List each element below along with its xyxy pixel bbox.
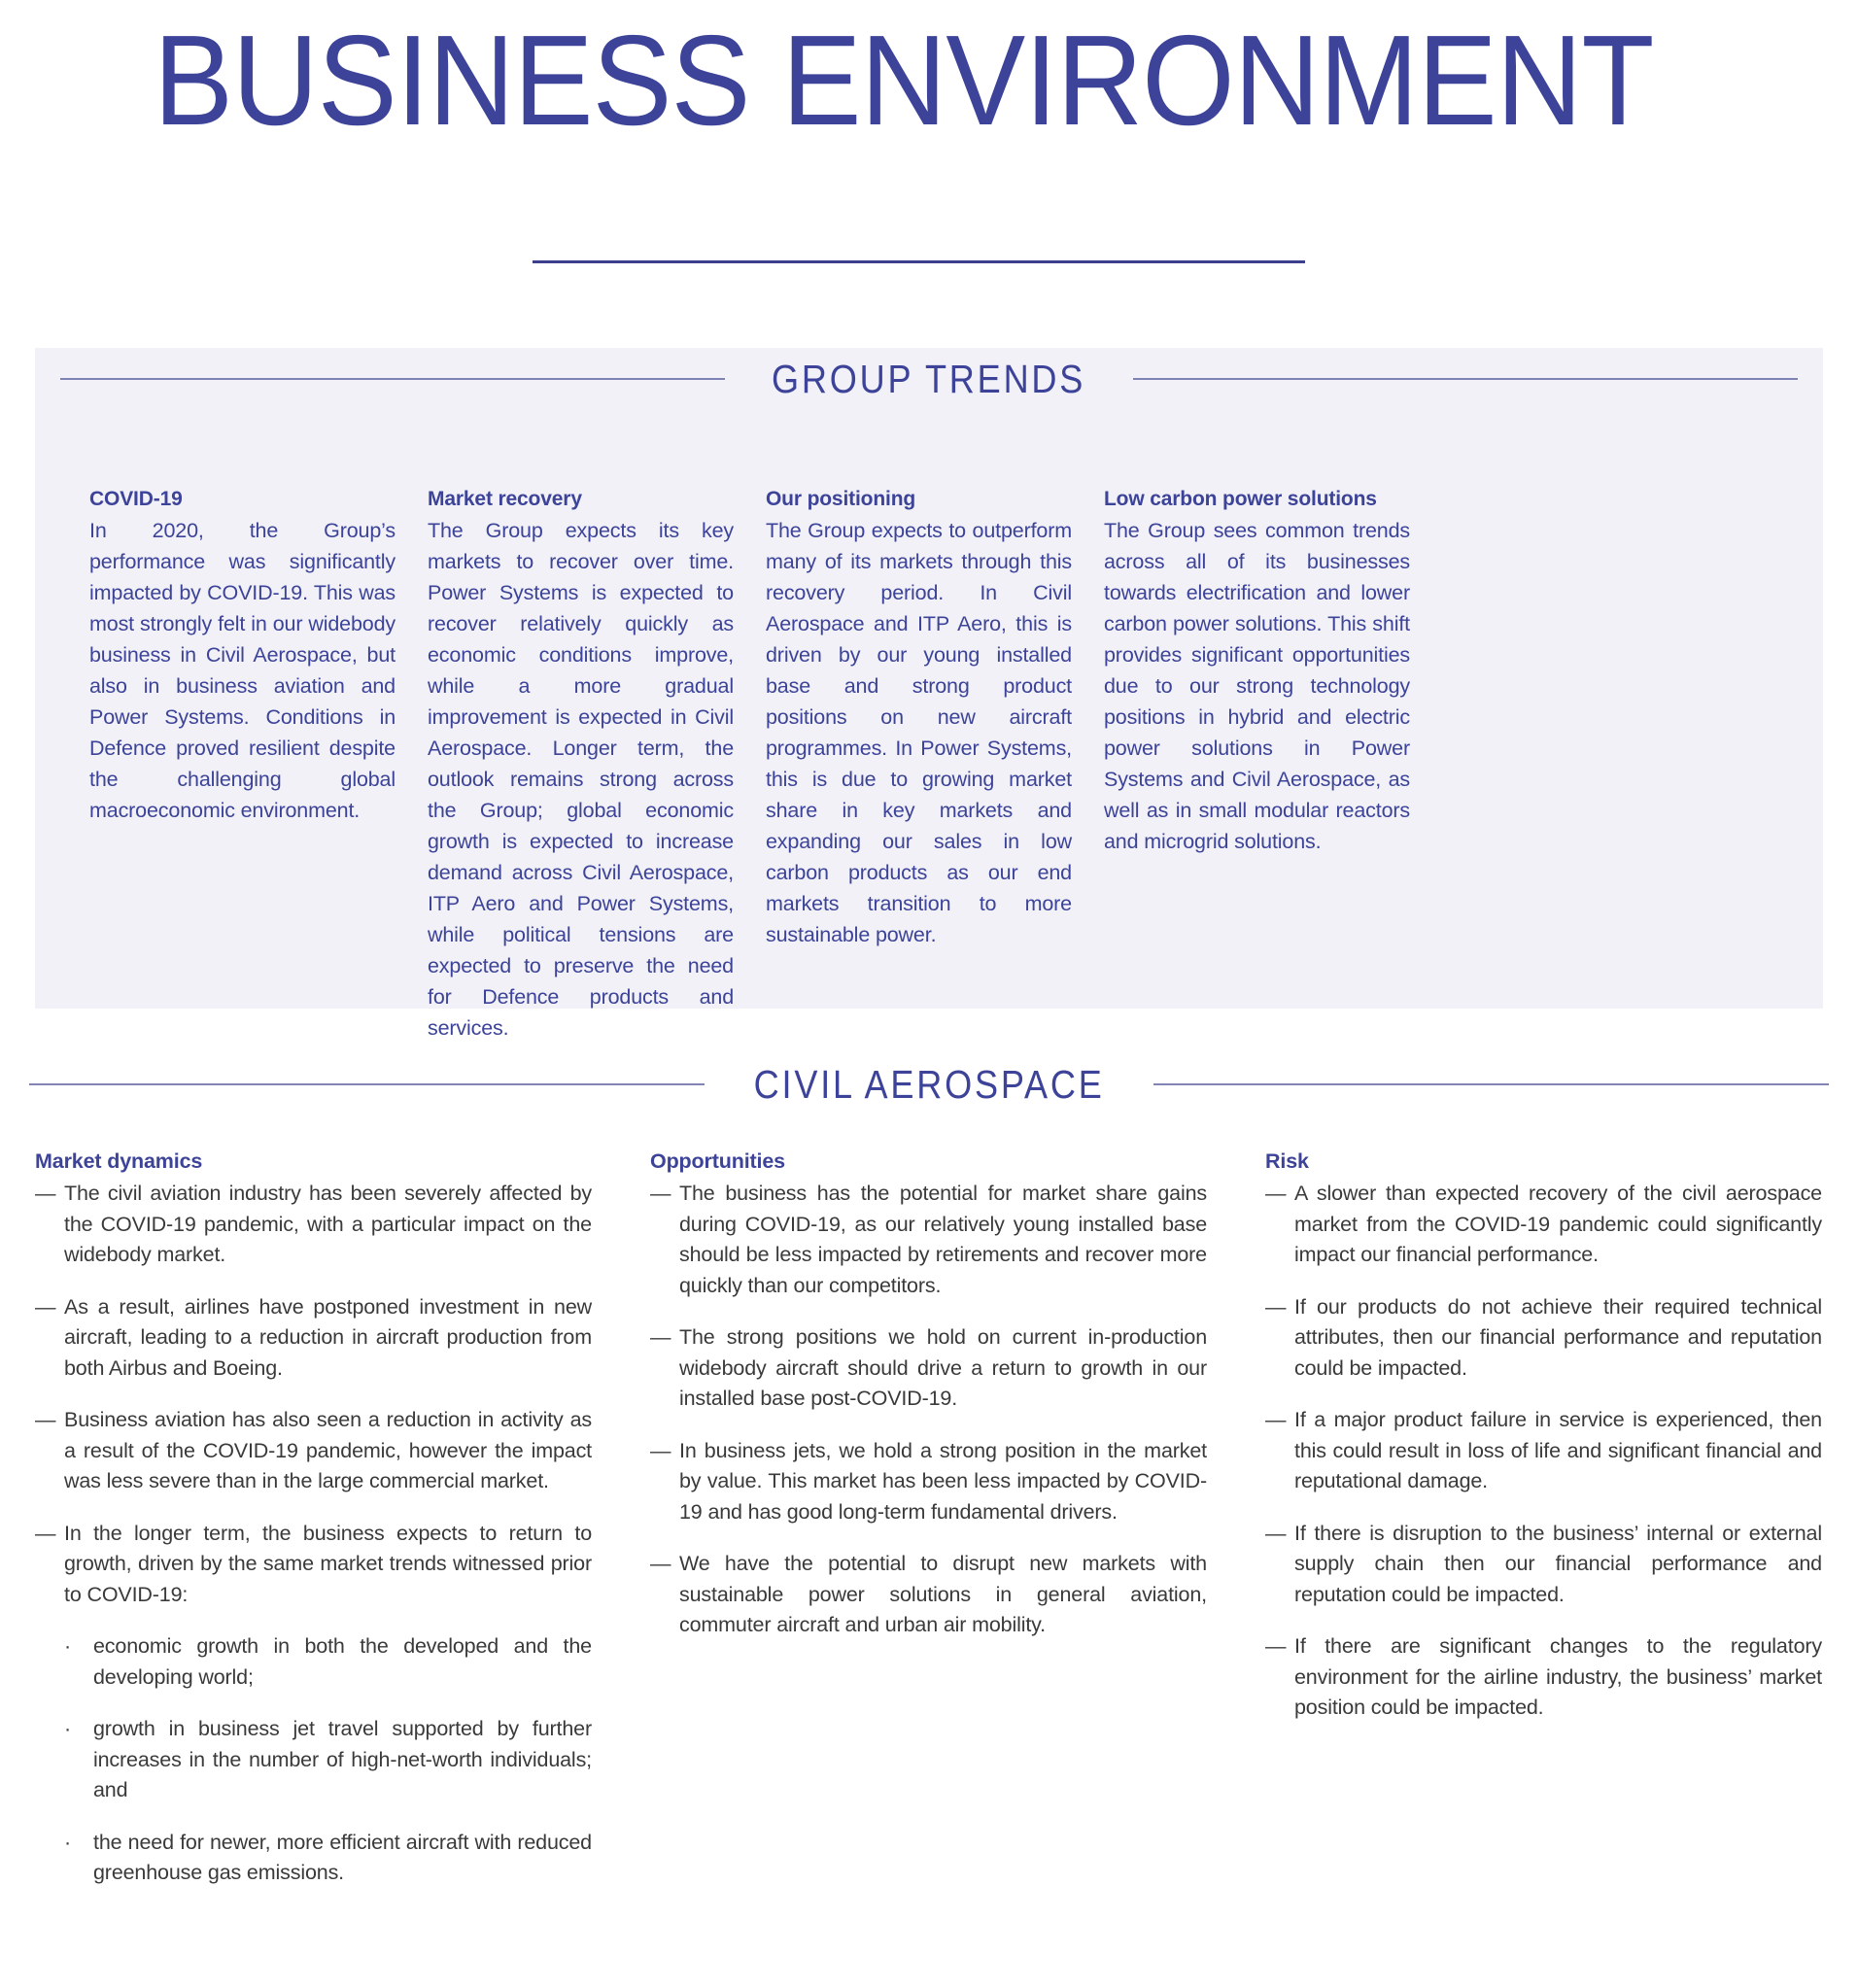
dash-bullet-icon: — bbox=[650, 1552, 671, 1575]
group-trend-heading: Market recovery bbox=[428, 488, 582, 510]
sub-list-item bbox=[64, 1828, 592, 1889]
list-item-text: If there are significant changes to the regulatory environment for the airline industry, the business’ market position could be impacted. bbox=[1294, 1634, 1822, 1719]
list-item bbox=[1265, 1631, 1822, 1724]
list-item-text: The civil aviation industry has been severely affected by the COVID-19 pandemic, with a particular impact on the widebody market. bbox=[64, 1182, 592, 1266]
civil-aerospace-section-header bbox=[29, 1063, 1829, 1106]
list-item-text: If a major product failure in service is experienced, then this could result in loss of life and significant financial and reputational damage. bbox=[1294, 1408, 1822, 1492]
group-trends-panel bbox=[35, 348, 1823, 1040]
group-trends-section-header bbox=[60, 358, 1798, 400]
group-trends-columns bbox=[89, 484, 1782, 1044]
group-trend-body: The Group expects to outperform many of its markets through this recovery period. In Civil Aerospace and ITP Aero, this is driven by our young installed base and strong product positions on new aircraft programmes. In Power Systems, this is due to growing market share in key markets and expanding our sales in low carbon products as our end markets transition to more sustainable power. bbox=[766, 519, 1072, 946]
list-item-text: If there is disruption to the business’ internal or external supply chain then our financial performance and reputation could be impacted. bbox=[1294, 1521, 1822, 1606]
page-title: BUSINESS ENVIRONMENT bbox=[154, 9, 1654, 152]
civil-aerospace-column-market-dynamics bbox=[35, 1147, 592, 1910]
list-item bbox=[1265, 1179, 1822, 1271]
dash-bullet-icon: — bbox=[1265, 1408, 1287, 1431]
sub-list-item bbox=[64, 1631, 592, 1693]
list-item bbox=[1265, 1292, 1822, 1385]
dash-bullet-icon: — bbox=[1265, 1634, 1287, 1658]
list-item-text: The strong positions we hold on current in-production widebody aircraft should drive a return to growth in our installed base post-COVID-19. bbox=[679, 1325, 1207, 1410]
list-item-text: We have the potential to disrupt new markets with sustainable power solutions in general aviation, commuter aircraft and urban air mobility. bbox=[679, 1552, 1207, 1636]
list-item-text: In the longer term, the business expects to return to growth, driven by the same market trends witnessed prior to COVID-19: bbox=[64, 1521, 592, 1606]
dash-bullet-icon: — bbox=[35, 1408, 56, 1431]
section-rule-left bbox=[29, 1083, 705, 1085]
dash-bullet-icon: — bbox=[35, 1521, 56, 1545]
civil-aerospace-columns bbox=[35, 1147, 1835, 1910]
column-heading: Market dynamics bbox=[35, 1149, 203, 1173]
list-item bbox=[1265, 1405, 1822, 1497]
list-item-text: In business jets, we hold a strong position in the market by value. This market has been less impacted by COVID-19 and has good long-term fundamental drivers. bbox=[679, 1438, 1207, 1524]
dash-bullet-icon: — bbox=[1265, 1182, 1287, 1205]
list-item bbox=[650, 1179, 1207, 1301]
list-item-text: If our products do not achieve their required technical attributes, then our financial performance and reputation could be impacted. bbox=[1294, 1294, 1822, 1380]
title-divider bbox=[533, 260, 1305, 263]
column-heading: Risk bbox=[1265, 1149, 1309, 1173]
group-trend-column bbox=[428, 484, 734, 1044]
sub-list-item-text: economic growth in both the developed and the developing world; bbox=[93, 1634, 592, 1689]
list-item bbox=[35, 1292, 592, 1385]
civil-aerospace-column-risk bbox=[1265, 1147, 1822, 1910]
list-item bbox=[1265, 1519, 1822, 1611]
dash-bullet-icon: — bbox=[650, 1325, 671, 1349]
civil-aerospace-section-title: CIVIL AEROSPACE bbox=[753, 1062, 1105, 1107]
dot-bullet-icon: · bbox=[64, 1634, 72, 1658]
group-trends-section-title: GROUP TRENDS bbox=[772, 357, 1086, 401]
group-trend-heading: COVID-19 bbox=[89, 488, 183, 510]
dot-bullet-icon: · bbox=[64, 1717, 72, 1740]
list-item bbox=[35, 1519, 592, 1611]
dot-bullet-icon: · bbox=[64, 1830, 72, 1854]
list-item bbox=[650, 1549, 1207, 1641]
sub-list-item bbox=[64, 1714, 592, 1806]
group-trend-body: In 2020, the Group’s performance was significantly impacted by COVID-19. This was most strongly felt in our widebody business in Civil Aerospace, but also in business aviation and Power Systems. Conditions in Defence proved resilient despite the challenging global macroeconomic environment. bbox=[89, 519, 396, 822]
group-trend-body: The Group sees common trends across all of its businesses towards electrification and lower carbon power solutions. This shift provides significant opportunities due to our strong technology positions in hybrid and electric power solutions in Power Systems and Civil Aerospace, as well as in small modular reactors and microgrid solutions. bbox=[1104, 519, 1410, 853]
list-item-text: A slower than expected recovery of the civil aerospace market from the COVID-19 pandemic could significantly impact our financial performance. bbox=[1294, 1182, 1822, 1266]
dash-bullet-icon: — bbox=[1265, 1294, 1287, 1319]
group-trend-body: The Group expects its key markets to recover over time. Power Systems is expected to recover relatively quickly as economic conditions improve, while a more gradual improvement is expected in Civil Aerospace. Longer term, the outlook remains strong across the Group; global economic growth is expected to increase demand across Civil Aerospace, ITP Aero and Power Systems, while political tensions are expected to preserve the need for Defence products and services. bbox=[428, 519, 734, 1040]
list-item-text: The business has the potential for market share gains during COVID-19, as our relatively young installed base should be less impacted by retirements and recover more quickly than our competitors. bbox=[679, 1182, 1207, 1297]
list-item-text: Business aviation has also seen a reduction in activity as a result of the COVID-19 pandemic, however the impact was less severe than in the large commercial market. bbox=[64, 1408, 592, 1492]
dash-bullet-icon: — bbox=[35, 1294, 56, 1319]
group-trend-column bbox=[89, 484, 396, 1044]
dash-bullet-icon: — bbox=[650, 1438, 671, 1462]
section-rule-left bbox=[60, 378, 725, 380]
list-item-text: As a result, airlines have postponed investment in new aircraft, leading to a reduction in aircraft production from both Airbus and Boeing. bbox=[64, 1294, 592, 1380]
section-rule-right bbox=[1153, 1083, 1829, 1085]
group-trend-column bbox=[766, 484, 1072, 1044]
dash-bullet-icon: — bbox=[650, 1182, 671, 1205]
column-heading: Opportunities bbox=[650, 1149, 785, 1173]
list-item bbox=[35, 1405, 592, 1497]
section-rule-right bbox=[1133, 378, 1798, 380]
group-trend-column bbox=[1104, 484, 1410, 1044]
list-item bbox=[650, 1436, 1207, 1528]
sub-list-item-text: growth in business jet travel supported by further increases in the number of high-net-worth individuals; and bbox=[93, 1717, 592, 1801]
dash-bullet-icon: — bbox=[1265, 1521, 1287, 1545]
dash-bullet-icon: — bbox=[35, 1182, 56, 1205]
sub-list bbox=[64, 1631, 592, 1889]
group-trend-heading: Our positioning bbox=[766, 488, 916, 510]
sub-list-item-text: the need for newer, more efficient aircraft with reduced greenhouse gas emissions. bbox=[93, 1830, 592, 1884]
group-trend-heading: Low carbon power solutions bbox=[1104, 488, 1377, 510]
list-item bbox=[650, 1322, 1207, 1415]
list-item bbox=[35, 1179, 592, 1271]
civil-aerospace-column-opportunities bbox=[650, 1147, 1207, 1910]
